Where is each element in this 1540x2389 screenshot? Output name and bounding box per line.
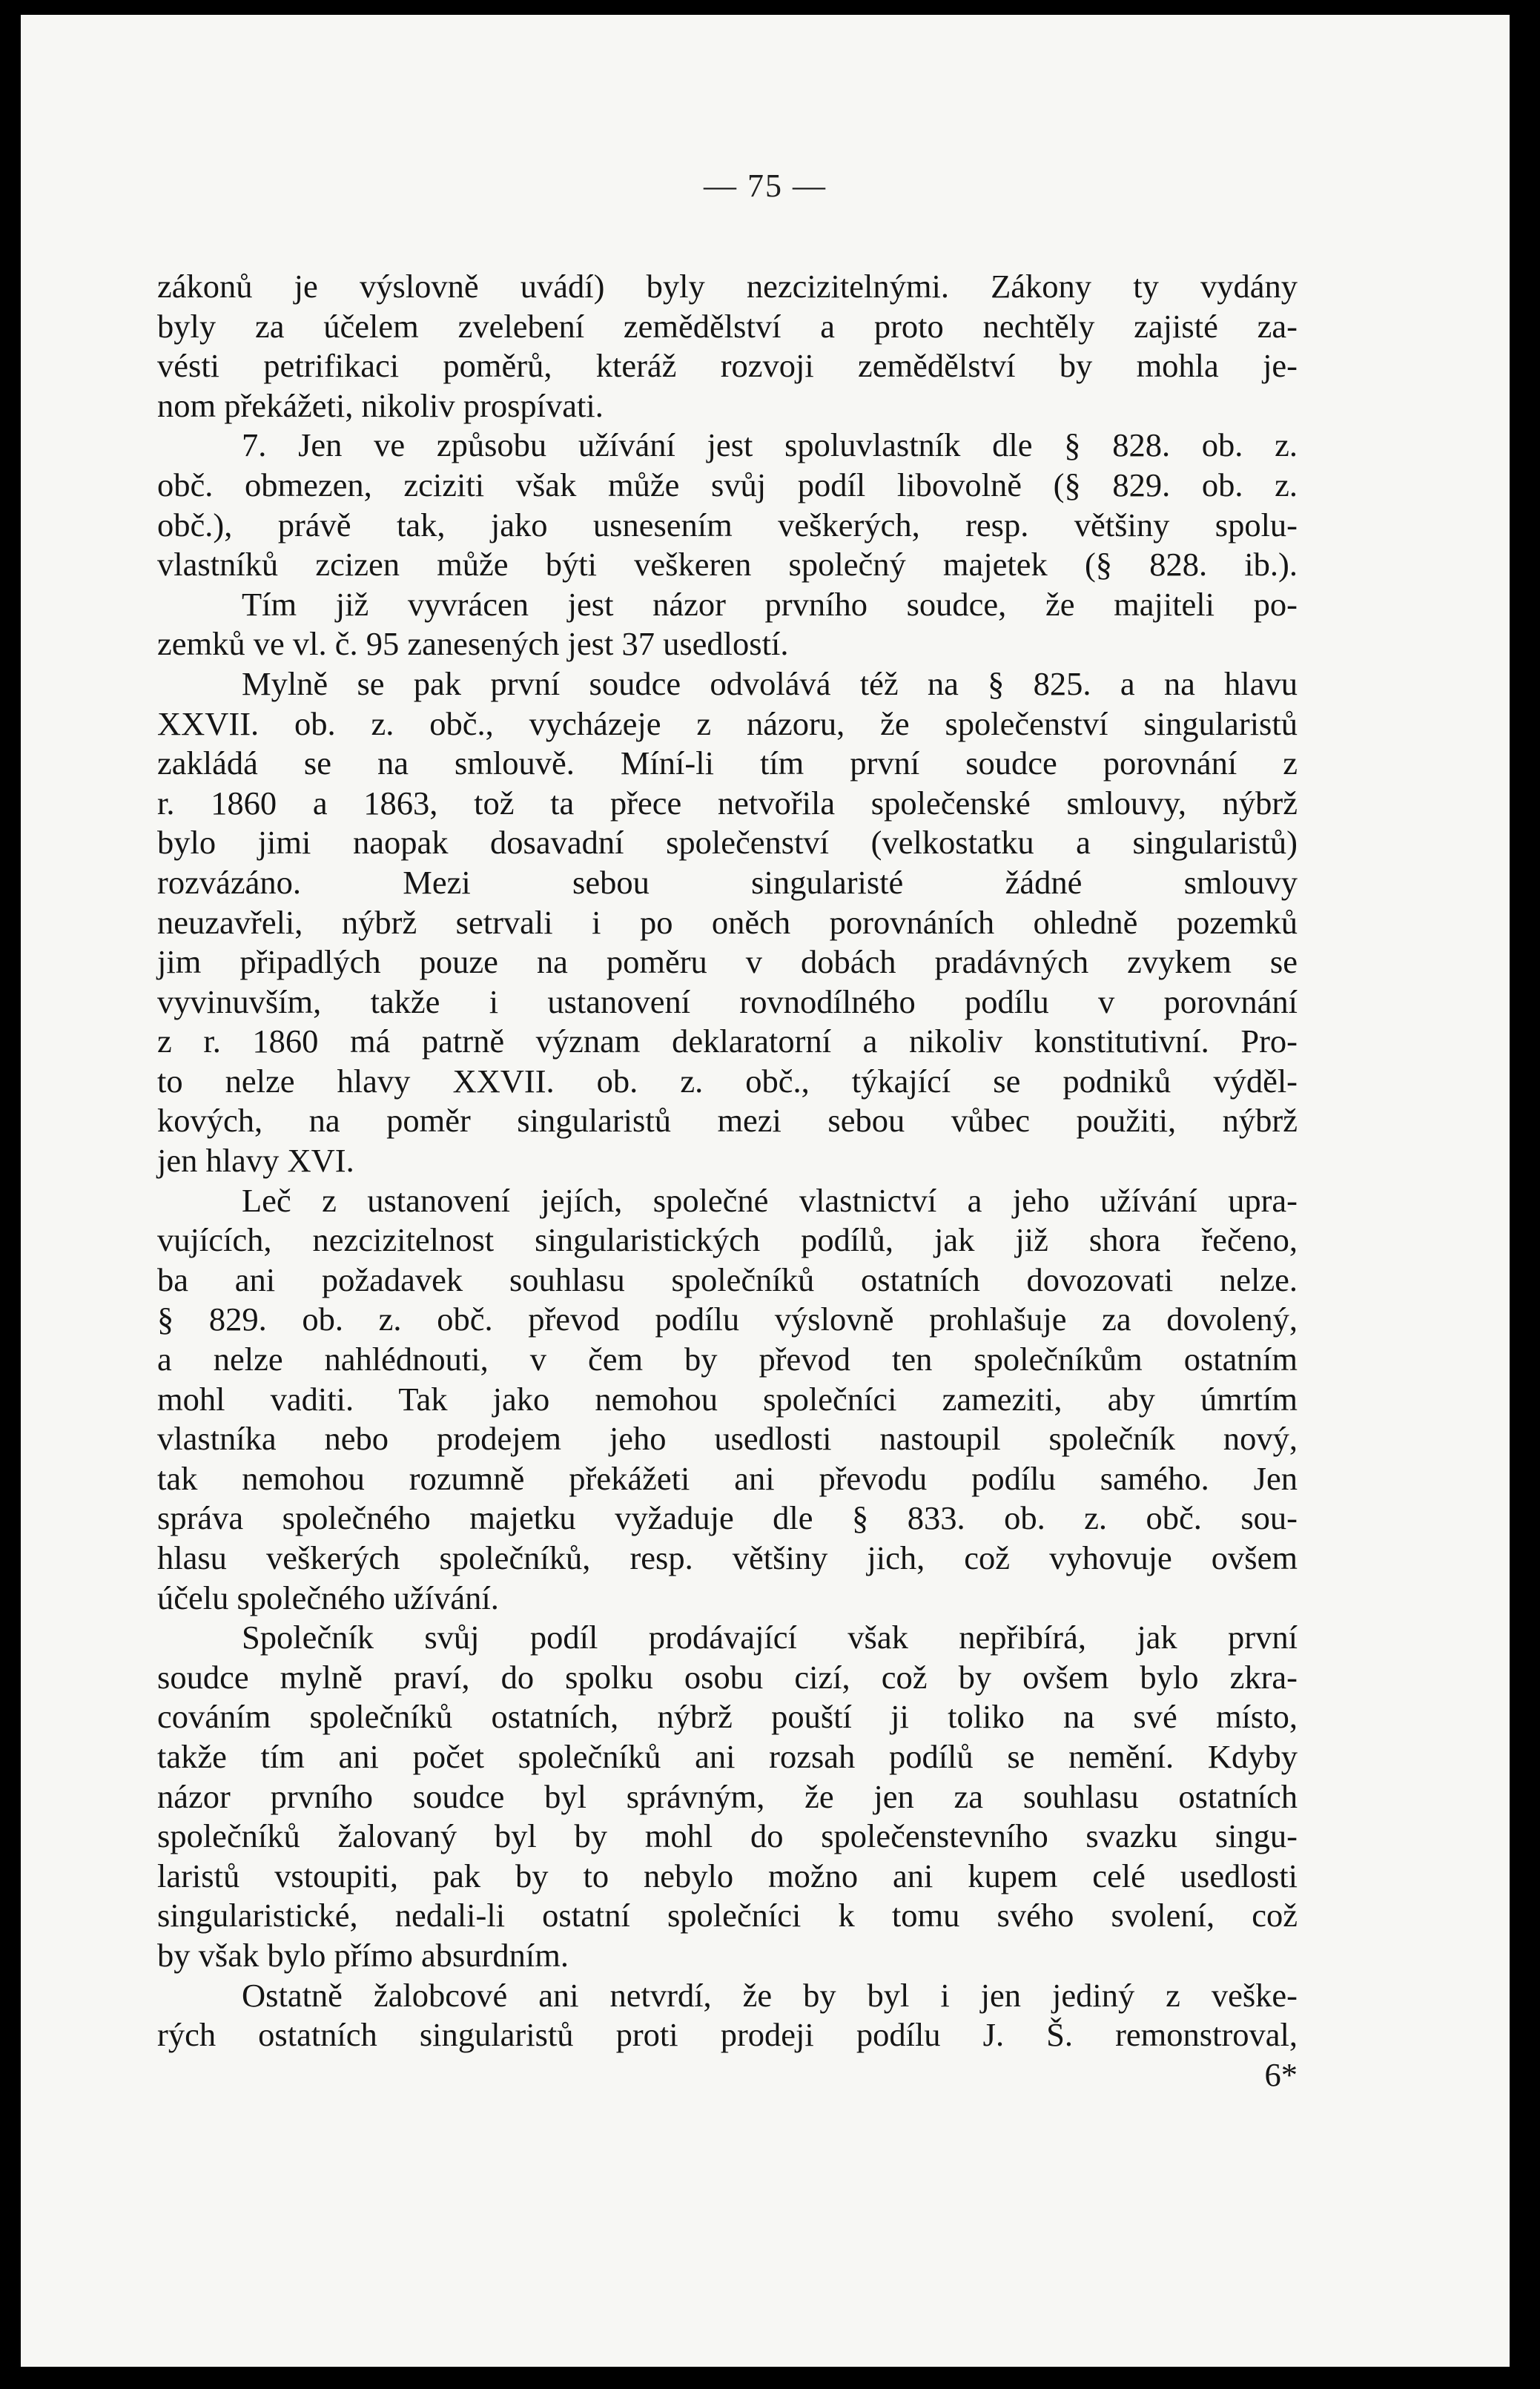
text-line: byly za účelem zvelebení zemědělství a proto nechtěly zajisté za- [157, 307, 1298, 345]
text-line: vyvinuvším, takže i ustanovení rovnodílného podílu v porovnání [157, 982, 1298, 1020]
text-line: nom překážeti, nikoliv prospívati. [157, 386, 604, 424]
text-line: ba ani požadavek souhlasu společníků ostatních dovozovati nelze. [157, 1260, 1298, 1298]
text-line: 7. Jen ve způsobu užívání jest spoluvlastník dle § 828. ob. z. [242, 426, 1298, 464]
text-line: zakládá se na smlouvě. Míní-li tím první soudce porovnání z [157, 744, 1298, 782]
text-line: mohl vaditi. Tak jako nemohou společníci zameziti, aby úmrtím [157, 1380, 1298, 1418]
text-line: obč. obmezen, zciziti však může svůj podíl libovolně (§ 829. ob. z. [157, 466, 1298, 503]
text-line: Tím již vyvrácen jest názor prvního soudce, že majiteli po- [242, 585, 1298, 623]
text-line: vujících, nezcizitelnost singularistických podílů, jak již shora řečeno, [157, 1221, 1298, 1259]
text-line: neuzavřeli, nýbrž setrvali i po oněch porovnáních ohledně pozemků [157, 903, 1298, 941]
text-line: společníků žalovaný byl by mohl do společenstevního svazku singu- [157, 1817, 1298, 1855]
text-line: vlastníků zcizen může býti veškeren společný majetek (§ 828. ib.). [157, 546, 1298, 584]
text-line: Mylně se pak první soudce odvolává též na § 825. a na hlavu [242, 664, 1298, 702]
text-line: a nelze nahlédnouti, v čem by převod ten společníkům ostatním [157, 1341, 1298, 1378]
text-line: rozvázáno. Mezi sebou singularisté žádné smlouvy [157, 863, 1298, 901]
text-line: z r. 1860 má patrně význam deklaratorní a nikoliv konstitutivní. Pro- [157, 1022, 1298, 1060]
text-line: obč.), právě tak, jako usnesením veškerých, resp. většiny spolu- [157, 506, 1298, 543]
text-line: soudce mylně praví, do spolku osobu cizí, což by ovšem bylo zkra- [157, 1658, 1298, 1696]
text-line: Leč z ustanovení jejích, společné vlastnictví a jeho užívání upra- [242, 1181, 1298, 1219]
text-line: vésti petrifikaci poměrů, kteráž rozvoji zemědělství by mohla je- [157, 347, 1298, 385]
document-page [21, 15, 1510, 2367]
text-line: by však bylo přímo absurdním. [157, 1936, 569, 1974]
text-line: tak nemohou rozumně překážeti ani převodu podílu samého. Jen [157, 1459, 1298, 1497]
text-line: Ostatně žalobcové ani netvrdí, že by byl i jen jediný z veške- [242, 1976, 1298, 2014]
text-line: § 829. ob. z. obč. převod podílu výslovně prohlašuje za dovolený, [157, 1301, 1298, 1338]
text-line: zemků ve vl. č. 95 zanesených jest 37 usedlostí. [157, 625, 789, 663]
page-number-header: — 75 — [704, 168, 827, 204]
text-line: Společník svůj podíl prodávající však nepřibírá, jak první [242, 1619, 1298, 1656]
text-line: to nelze hlavy XXVII. ob. z. obč., týkající se podniků výděl- [157, 1062, 1298, 1100]
text-line: zákonů je výslovně uvádí) byly nezcizitelnými. Zákony ty vydány [157, 268, 1298, 305]
text-line: laristů vstoupiti, pak by to nebylo možno ani kupem celé usedlosti [157, 1857, 1298, 1894]
text-line: jen hlavy XVI. [157, 1142, 354, 1180]
text-line: r. 1860 a 1863, tož ta přece netvořila společenské smlouvy, nýbrž [157, 784, 1298, 822]
text-line: hlasu veškerých společníků, resp. většiny jich, což vyhovuje ovšem [157, 1539, 1298, 1576]
text-line: takže tím ani počet společníků ani rozsah podílů se nemění. Kdyby [157, 1737, 1298, 1775]
text-line: cováním společníků ostatních, nýbrž pouští ji toliko na své místo, [157, 1698, 1298, 1736]
text-line: vlastníka nebo prodejem jeho usedlosti nastoupil společník nový, [157, 1420, 1298, 1458]
text-line: rých ostatních singularistů proti prodeji podílu J. Š. remonstroval, [157, 2016, 1298, 2054]
body-text [157, 267, 1298, 2095]
text-line: účelu společného užívání. [157, 1579, 499, 1616]
signature-mark: 6* [1264, 2055, 1298, 2093]
text-line: názor prvního soudce byl správným, že jen za souhlasu ostatních [157, 1777, 1298, 1815]
text-line: jim připadlých pouze na poměru v dobách pradávných zvykem se [157, 943, 1298, 981]
text-line: bylo jimi naopak dosavadní společenství (velkostatku a singularistů) [157, 824, 1298, 862]
text-line: singularistické, nedali-li ostatní společníci k tomu svého svolení, což [157, 1897, 1298, 1934]
text-line: kových, na poměr singularistů mezi sebou vůbec použiti, nýbrž [157, 1102, 1298, 1140]
text-line: XXVII. ob. z. obč., vycházeje z názoru, že společenství singularistů [157, 704, 1298, 742]
text-line: správa společného majetku vyžaduje dle § 833. ob. z. obč. sou- [157, 1499, 1298, 1537]
